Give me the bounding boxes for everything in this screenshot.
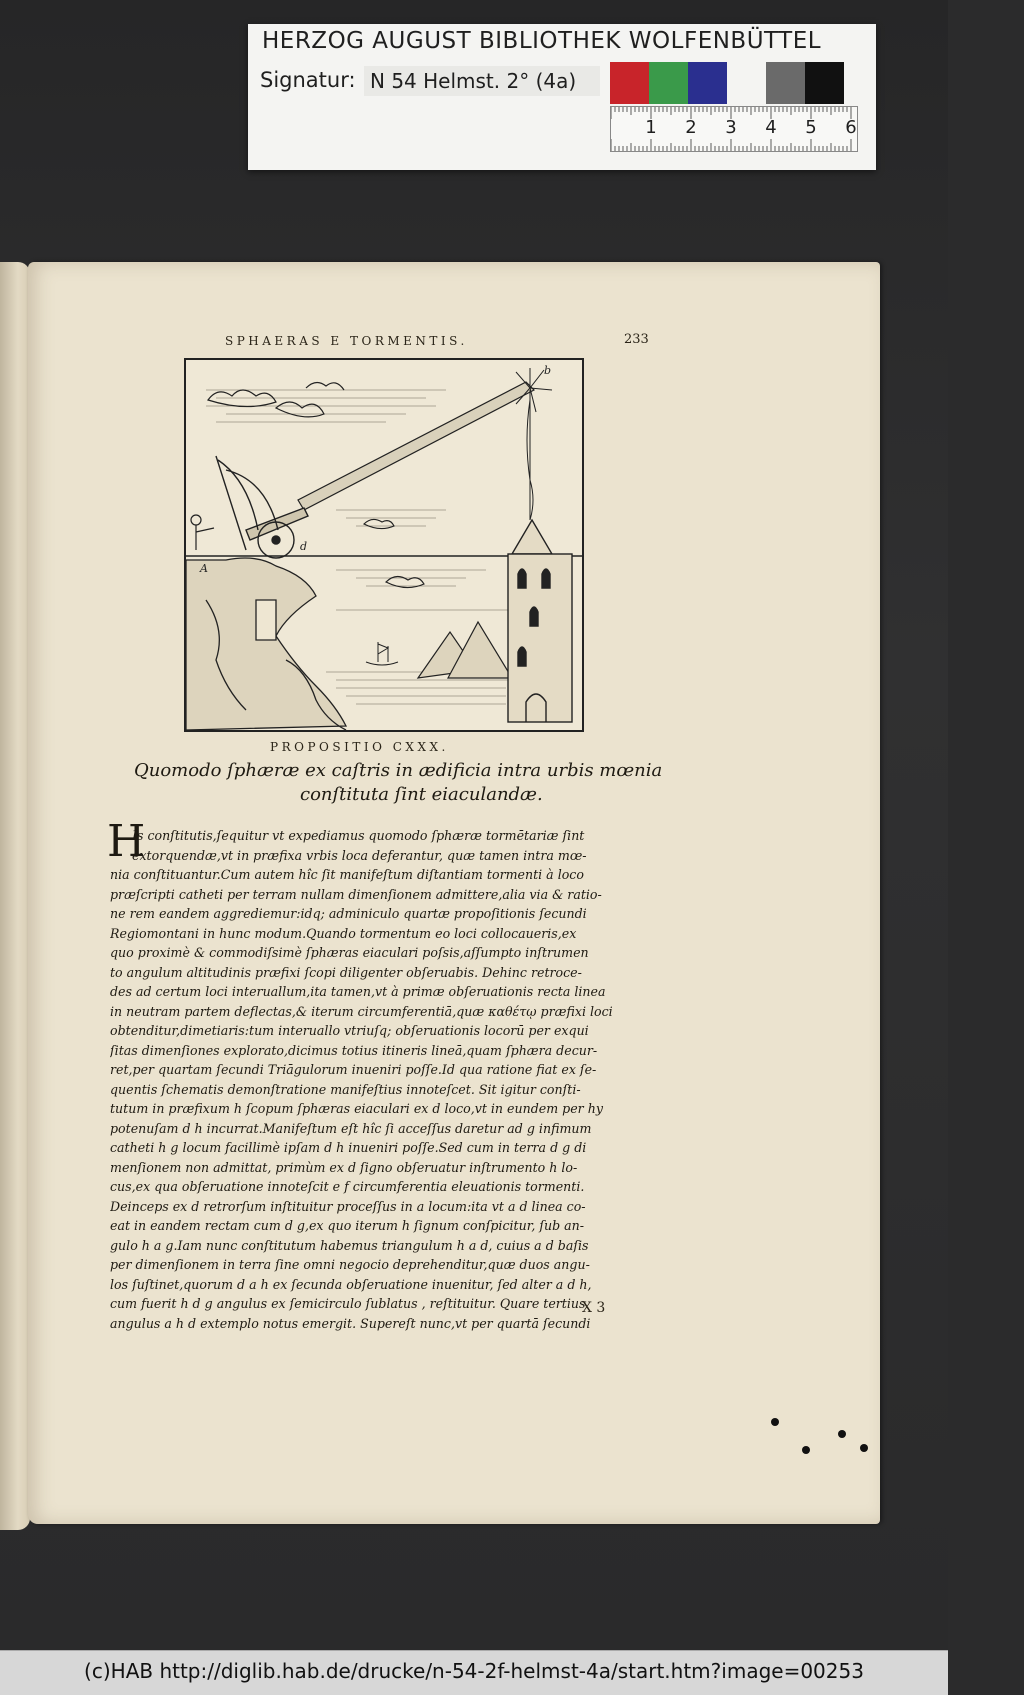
- body-line: nia conſtituantur.Cum autem hîc ſit manifeſtum diſtantiam tormenti à loco: [110, 867, 584, 882]
- figure-letter-a: A: [200, 562, 208, 575]
- decorative-dot: [802, 1446, 810, 1454]
- folio-number: 233: [624, 332, 649, 347]
- rocky-cliff: [186, 558, 346, 730]
- swatch-red: [610, 62, 649, 104]
- woodcut-illustration: [184, 358, 584, 732]
- decorative-dot: [771, 1418, 779, 1426]
- signatur-caption: Signatur:: [260, 68, 356, 92]
- figure-letter-b: b: [544, 364, 552, 377]
- body-line: obtenditur,dimetiaris:tum interuallo vtriuſq; obſeruationis locorū per exqui: [110, 1023, 589, 1038]
- library-name: HERZOG AUGUST BIBLIOTHEK WOLFENBÜTTEL: [262, 28, 822, 54]
- scale-ruler: [610, 106, 858, 152]
- body-line: ne rem eandem aggrediemur:idq; adminiculo quartæ propoſitionis ſecundi: [110, 906, 587, 921]
- ruler-number: 5: [805, 117, 817, 138]
- color-calibration-strip: [610, 62, 844, 104]
- body-line: catheti h g locum facillimè ipſam d h inueniri poſſe.Sed cum in terra d g di: [110, 1140, 587, 1155]
- body-line: Deinceps ex d retrorſum inſtituitur proceſſus in a locum:ita vt a d linea co-: [110, 1198, 586, 1214]
- figure-letter-d: d: [300, 540, 308, 553]
- body-line: to angulum altitudinis præfixi ſcopi diligenter obſeruabis. Dehinc retroce-: [110, 964, 582, 980]
- mountains: [418, 622, 512, 678]
- decorative-dot: [860, 1444, 868, 1452]
- body-line: in neutram partem deflectas,& iterum circumferentiā,quæ καθέτῳ præfixi loci: [110, 1003, 613, 1019]
- signatur-value: N 54 Helmst. 2° (4a): [364, 66, 600, 96]
- tower: [508, 520, 572, 722]
- facing-page-edge: [0, 262, 30, 1530]
- ruler-number: 3: [725, 117, 737, 138]
- body-line: Is conſtitutis,ſequitur vt expediamus quomodo ſphæræ tormētariæ ſint: [132, 828, 585, 843]
- clouds: [208, 382, 424, 587]
- body-line: quentis ſchematis demonſtratione manifeſtius innoteſcet. Sit igitur conſti-: [110, 1081, 581, 1097]
- body-line: quo proximè & commodiſsimè ſphæras eiaculari poſsis,aſſumpto inſtrumen: [110, 945, 589, 960]
- body-line: los ſuſtinet,quorum d a h ex ſecunda obſeruatione inuenitur, ſed alter a d h,: [110, 1276, 592, 1292]
- body-line: gulo h a g.Iam nunc conſtitutum habemus triangulum h a d, cuius a d baſis: [110, 1237, 589, 1253]
- shot-trajectory: [298, 382, 534, 510]
- woodcut-drawing: [186, 360, 582, 730]
- body-line: des ad certum loci interuallum,ita tamen,vt à primæ obſeruationis recta linea: [110, 984, 606, 999]
- swatch-blue: [688, 62, 727, 104]
- body-line: præſcripti catheti per terram nullam dimenſionem admittere,alia via & ratio-: [110, 886, 602, 902]
- body-line: tutum in præfixum h ſcopum ſphæras eiaculari ex d loco,vt in eundem per hy: [110, 1101, 603, 1116]
- body-line: potenuſam d h incurrat.Manifeſtum eſt hîc ſi acceſſus daretur ad g infimum: [110, 1120, 592, 1136]
- body-line: Regiomontani in hunc modum.Quando tormentum eo loci collocaueris,ex: [110, 925, 577, 941]
- swatch-green: [649, 62, 688, 104]
- copyright-url: (c)HAB http://diglib.hab.de/drucke/n-54-2f-helmst-4a/start.htm?image=00253: [84, 1659, 864, 1683]
- library-label: [248, 24, 876, 170]
- body-line: ret,per quartam ſecundi Triāgulorum inueniri poſſe.Id qua ratione fiat ex ſe-: [110, 1062, 597, 1077]
- section-title-line: conſtituta ſint eiaculandæ.: [300, 784, 543, 805]
- decorative-dot: [838, 1430, 846, 1438]
- swatch-gray: [766, 62, 805, 104]
- swatch-white: [727, 62, 766, 104]
- signature-mark: X 3: [582, 1300, 606, 1316]
- section-title-line: Quomodo ſphæræ ex caſtris in ædificia intra urbis mœnia: [134, 760, 663, 781]
- footer-bar: [0, 1650, 948, 1695]
- gunner-figure: [191, 515, 214, 550]
- running-head: SPHAERAS E TORMENTIS.: [225, 334, 468, 348]
- cannon: [216, 456, 308, 558]
- body-line: cus,ex qua obſeruatione innoteſcit e f circumferentia eleuationis tormenti.: [110, 1179, 585, 1194]
- body-line: eat in eandem rectam cum d g,ex quo iterum h ſignum conſpicitur, ſub an-: [110, 1218, 585, 1233]
- ruler-number: 1: [645, 117, 657, 138]
- body-line: angulus a h d extemplo notus emergit. Supereſt nunc,vt per quartā ſecundi: [110, 1315, 591, 1331]
- body-line: ſitas dimenſiones explorato,dicimus totius itineris lineā,quam ſphæra decur-: [110, 1042, 598, 1058]
- drop-capital: H: [107, 816, 146, 867]
- body-line: menſionem non admittat, primùm ex d ſigno obſeruatur inſtrumento h lo-: [110, 1159, 578, 1175]
- swatch-black: [805, 62, 844, 104]
- body-line: per dimenſionem in terra ſine omni negocio deprehenditur,quæ duos angu-: [110, 1257, 590, 1272]
- ruler-number: 4: [765, 117, 777, 138]
- ruler-number: 2: [685, 117, 697, 138]
- proposition-heading: PROPOSITIO CXXX.: [270, 740, 449, 754]
- ruler-number: 6: [845, 117, 857, 138]
- body-line: cum fuerit h d g angulus ex ſemicirculo ſublatus , reſtituitur. Quare tertius: [110, 1296, 586, 1311]
- body-text: [110, 826, 684, 1333]
- ship: [366, 642, 398, 665]
- body-line: extorquendæ,vt in præfixa vrbis loca deferantur, quæ tamen intra mœ-: [132, 847, 587, 863]
